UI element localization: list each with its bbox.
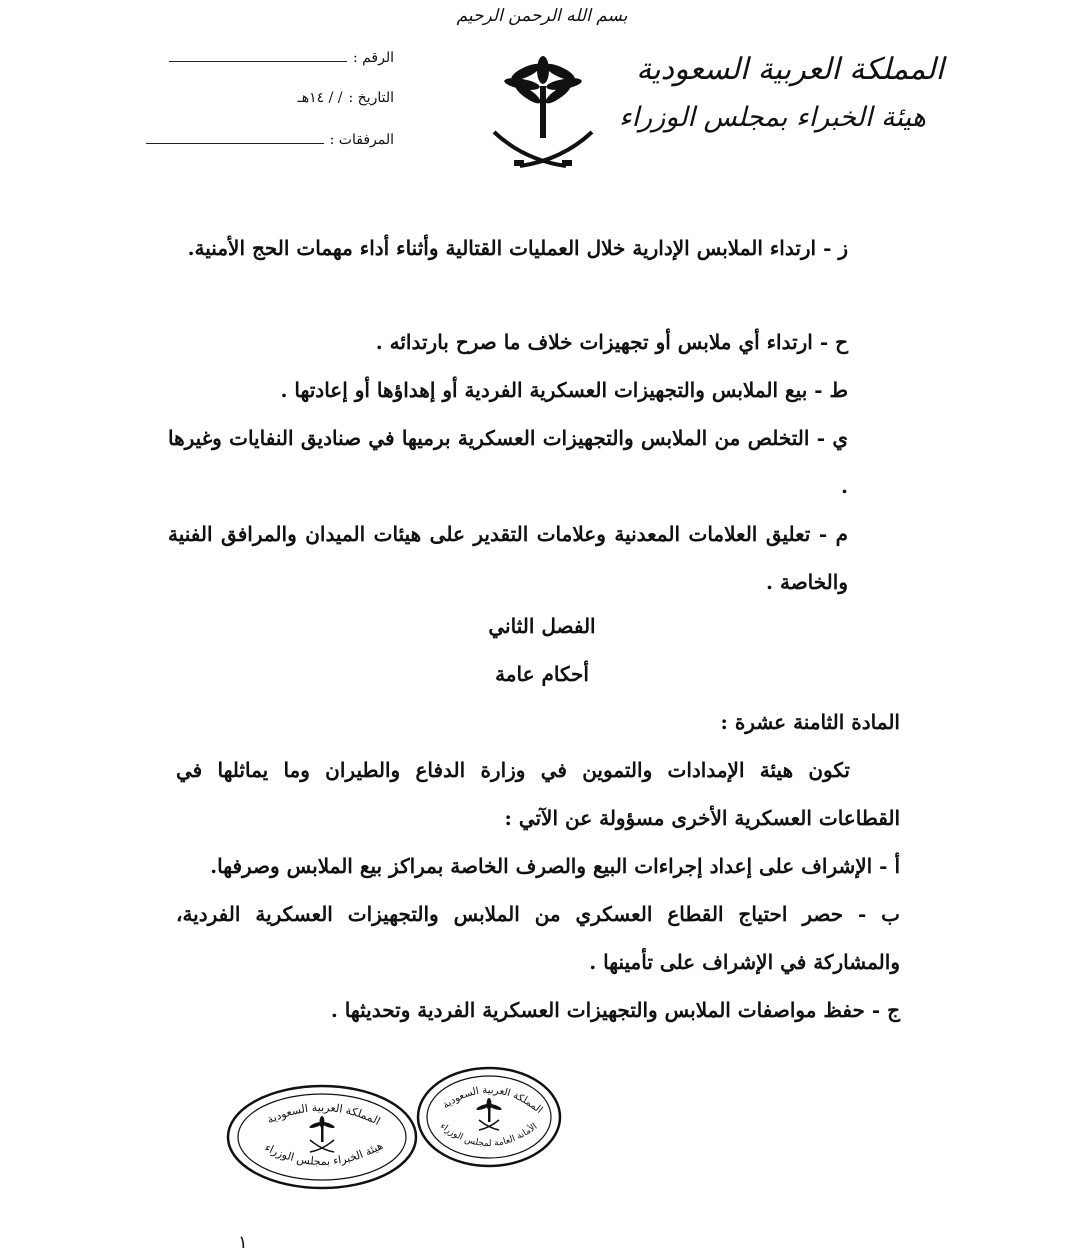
page-mark: ١ [238, 1232, 248, 1253]
ref-row [169, 50, 394, 66]
chapter-title: الفصل الثاني [488, 614, 596, 638]
council-seal-stamp [414, 1064, 564, 1170]
item-z: ز - ارتداء الملابس الإدارية خلال العمليات القتالية وأثناء أداء مهمات الحج الأمنية. [187, 236, 848, 260]
clause-c: ج - حفظ مواصفات الملابس والتجهيزات العسكرية الفردية وتحديثها . [330, 998, 900, 1022]
clause-b: ب - حصر احتياج القطاع العسكري من الملابس والتجهيزات العسكرية الفردية، والمشاركة في الإشراف على تأمينها . [176, 902, 900, 974]
item-t: ط - بيع الملابس والتجهيزات العسكرية الفردية أو إهداؤها أو إعادتها . [280, 378, 848, 402]
svg-text:المملكة العربية السعودية: المملكة العربية السعودية [265, 1100, 383, 1128]
chapter-subtitle: أحكام عامة [495, 662, 589, 686]
attachments-line [146, 143, 324, 144]
item-m: م - تعليق العلامات المعدنية وعلامات التقدير على هيئات الميدان والمرافق الفنية والخاصة . [168, 522, 848, 594]
article-intro: تكون هيئة الإمدادات والتموين في وزارة الدفاع والطيران وما يماثلها في القطاعات العسكرية الأخرى مسؤولة عن الآتي : [176, 758, 900, 830]
ref-label: الرقم : [352, 50, 394, 66]
article-heading: المادة الثامنة عشرة : [720, 710, 900, 734]
svg-text:الأمانة العامة لمجلس الوزراء: الأمانة العامة لمجلس الوزراء [438, 1121, 540, 1150]
agency-seal-stamp [224, 1082, 420, 1192]
item-h: ح - ارتداء أي ملابس أو تجهيزات خلاف ما صرح بارتدائه . [375, 330, 848, 354]
date-value: / / ١٤هـ [297, 90, 343, 106]
saudi-emblem-icon [484, 48, 602, 176]
clause-a: أ - الإشراف على إعداد إجراءات البيع والصرف الخاصة بمراكز بيع الملابس وصرفها. [210, 854, 900, 878]
basmala: بسم الله الرحمن الرحيم [456, 6, 628, 26]
attachments-row [146, 132, 394, 148]
svg-text:هيئة الخبراء بمجلس الوزراء: هيئة الخبراء بمجلس الوزراء [262, 1138, 385, 1169]
item-y: ي - التخلص من الملابس والتجهيزات العسكرية برميها في صناديق النفايات وغيرها . [168, 426, 848, 498]
date-label: التاريخ : [348, 90, 394, 106]
ref-line [169, 61, 347, 62]
date-row [298, 90, 394, 106]
kingdom-title: المملكة العربية السعودية [636, 52, 944, 87]
agency-title: هيئة الخبراء بمجلس الوزراء [618, 102, 926, 133]
svg-text:المملكة العربية السعودية: المملكة العربية السعودية [440, 1084, 545, 1117]
attachments-label: المرفقات : [329, 132, 394, 148]
